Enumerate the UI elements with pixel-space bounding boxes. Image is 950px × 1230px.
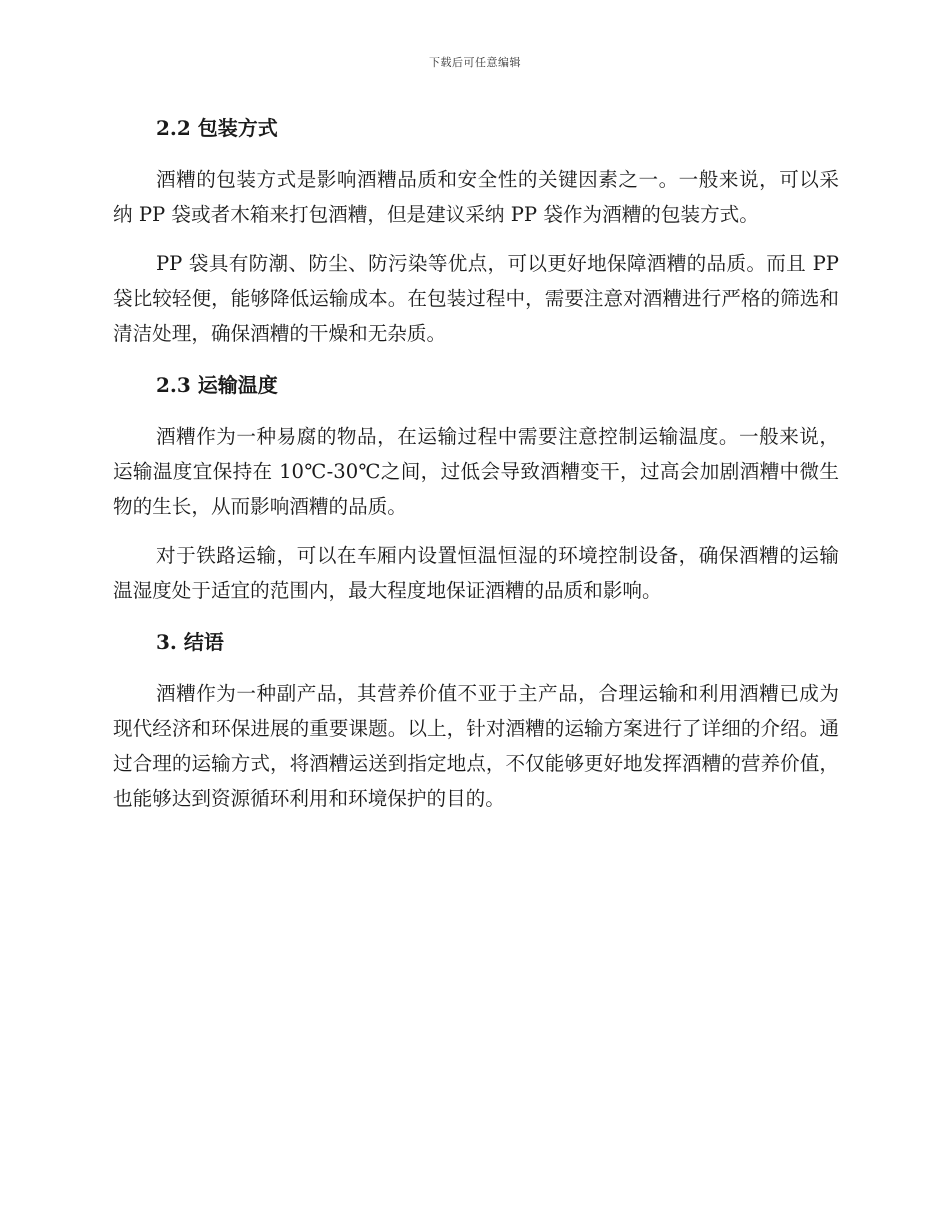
- document-body: [113, 108, 839, 816]
- page-header: 下载后可任意编辑: [429, 56, 521, 69]
- paragraph: 酒糟的包装方式是影响酒糟品质和安全性的关键因素之一。一般来说，可以采纳 PP 袋或者木箱来打包酒糟，但是建议采纳 PP 袋作为酒糟的包装方式。: [113, 168, 839, 226]
- paragraph: 对于铁路运输，可以在车厢内设置恒温恒湿的环境控制设备，确保酒糟的运输温湿度处于适宜的范围内，最大程度地保证酒糟的品质和影响。: [113, 544, 839, 602]
- paragraph: 酒糟作为一种易腐的物品，在运输过程中需要注意控制运输温度。一般来说，运输温度宜保持在 10℃-30℃之间，过低会导致酒糟变干，过高会加剧酒糟中微生物的生长，从而影响酒糟的品质。: [113, 425, 839, 518]
- section-heading-packaging: 2.2 包装方式: [156, 116, 278, 140]
- paragraph: PP 袋具有防潮、防尘、防污染等优点，可以更好地保障酒糟的品质。而且 PP 袋比较轻便，能够降低运输成本。在包装过程中，需要注意对酒糟进行严格的筛选和清洁处理，确保酒糟的干燥和无杂质。: [113, 252, 839, 345]
- section-heading-conclusion: 3. 结语: [156, 630, 224, 654]
- paragraph: 酒糟作为一种副产品，其营养价值不亚于主产品，合理运输和利用酒糟已成为现代经济和环保进展的重要课题。以上，针对酒糟的运输方案进行了详细的介绍。通过合理的运输方式，将酒糟运送到指定地点，不仅能够更好地发挥酒糟的营养价值，也能够达到资源循环利用和环境保护的目的。: [113, 682, 839, 810]
- section-heading-transport-temperature: 2.3 运输温度: [156, 373, 278, 397]
